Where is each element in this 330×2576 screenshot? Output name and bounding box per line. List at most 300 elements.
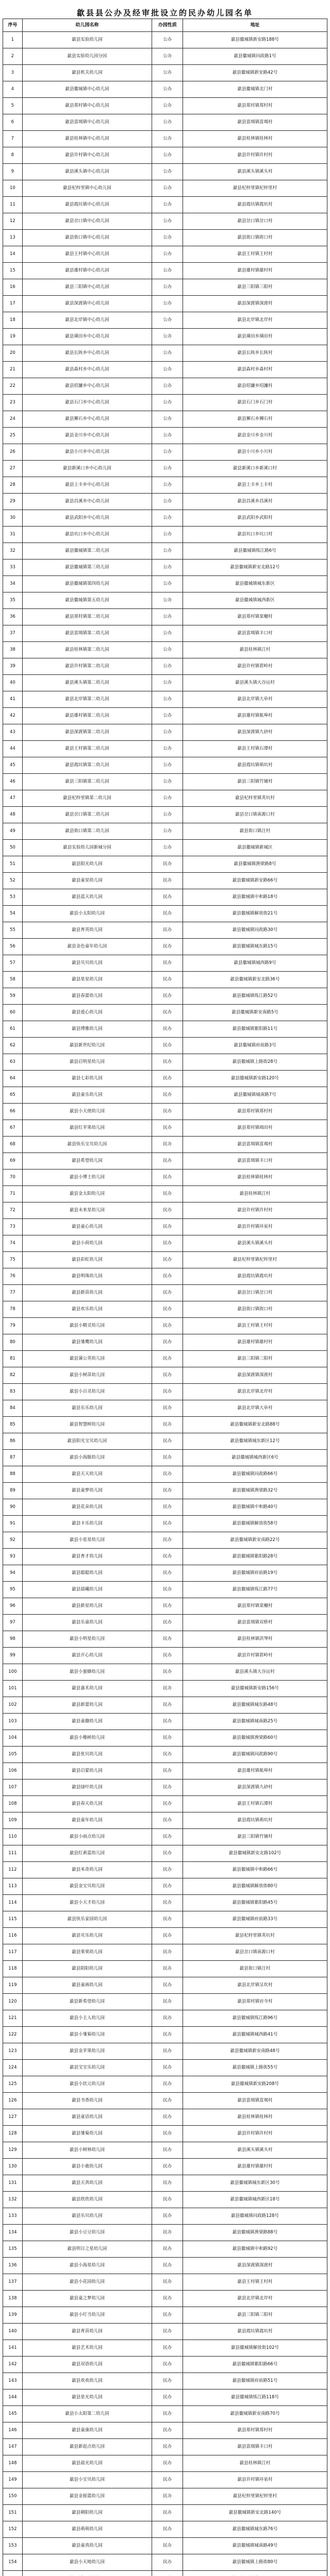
address: 歙县深渡镇深渡村 [183,1367,327,1384]
address: 歙县徽城镇练江路6号 [183,543,327,560]
address: 歙县富堨镇丰口村 [183,2439,327,2455]
table-row [3,2571,327,2576]
ownership-type: 公办 [152,428,183,444]
table-row [3,856,327,873]
ownership-type: 民办 [152,2274,183,2291]
address: 歙县徽城镇上路街28号 [183,1054,327,1071]
address [183,2571,327,2576]
ownership-type: 民办 [152,2076,183,2093]
ownership-type: 民办 [152,2406,183,2422]
row-number: 132 [3,2192,23,2208]
kindergarten-name: 歙县小海豚幼儿园 [22,1450,152,1466]
row-number: 5 [3,98,23,114]
ownership-type: 民办 [152,1235,183,1252]
table-row [3,2060,327,2076]
address: 歙县徽城镇练江路118号 [183,2389,327,2406]
table-row [3,296,327,312]
row-number: 102 [3,1697,23,1714]
row-number: 2 [3,48,23,65]
ownership-type: 民办 [152,2060,183,2076]
row-number: 133 [3,2208,23,2225]
table-row [3,98,327,114]
table-row [3,2488,327,2505]
address: 歙县郑村镇棠樾村 [183,609,327,625]
table-row [3,1697,327,1714]
table-row [3,1285,327,1301]
ownership-type: 民办 [152,2159,183,2175]
table-row [3,1219,327,1235]
kindergarten-name: 歙县北岸镇第二幼儿园 [22,691,152,708]
ownership-type: 民办 [152,1697,183,1714]
table-row [3,1796,327,1812]
address: 歙县富堨镇丰口村 [183,1153,327,1170]
ownership-type: 民办 [152,1829,183,1845]
table-row [3,411,327,428]
row-number: 23 [3,395,23,411]
row-number: 97 [3,1615,23,1631]
ownership-type: 公办 [152,477,183,494]
table-row [3,2175,327,2192]
kindergarten-name: 歙县童真幼儿园 [22,2538,152,2554]
table-row [3,2192,327,2208]
row-number: 121 [3,2010,23,2027]
table-row [3,1433,327,1450]
address: 歙县徽城镇中和路92号 [183,2241,327,2258]
kindergarten-name: 歙县快乐宝贝幼儿园 [22,1137,152,1153]
table-row [3,2373,327,2389]
ownership-type: 公办 [152,98,183,114]
ownership-type: 民办 [152,856,183,873]
address: 歙县街口镇汪村 [183,1961,327,1977]
table-row [3,2357,327,2373]
kindergarten-name: 歙县聪聪幼儿园 [22,1565,152,1582]
table-row [3,1235,327,1252]
row-number: 108 [3,1796,23,1812]
table-row [3,642,327,658]
row-number: 15 [3,263,23,279]
ownership-type: 民办 [152,2324,183,2340]
table-row [3,1565,327,1582]
kindergarten-name: 歙县童星幼儿园 [22,873,152,889]
ownership-type: 民办 [152,1038,183,1054]
ownership-type: 公办 [152,741,183,757]
ownership-type: 公办 [152,576,183,592]
row-number: 71 [3,1186,23,1202]
address: 歙县长陔乡长陔村 [183,345,327,362]
address: 歙县桂林镇桂林村 [183,2109,327,2126]
kindergarten-name: 歙县童画幼儿园 [22,1977,152,1994]
address: 歙县徽城镇府前路51号 [183,2373,327,2389]
row-number: 103 [3,1714,23,1730]
table-row [3,823,327,840]
ownership-type: 民办 [152,1087,183,1104]
kindergarten-name: 歙县童趣幼儿园 [22,1714,152,1730]
row-number: 51 [3,856,23,873]
ownership-type: 民办 [152,1977,183,1994]
table-row [3,1384,327,1400]
ownership-type: 公办 [152,527,183,543]
table-row [3,790,327,807]
address: 歙县深渡镇深渡村 [183,296,327,312]
kindergarten-name: 歙县红黄蓝幼儿园 [22,1845,152,1862]
address: 歙县郑村镇郑村村 [183,2422,327,2439]
row-number: 115 [3,1911,23,1928]
ownership-type: 民办 [152,1681,183,1697]
row-number: 73 [3,1219,23,1235]
address: 歙县徽城镇紫阳路11号 [183,1021,327,1038]
address: 歙县徽城镇新安路42号 [183,65,327,81]
row-number: 139 [3,2307,23,2324]
kindergarten-name: 歙县小豆豆幼儿园 [22,2225,152,2241]
row-number [3,2571,23,2576]
ownership-type: 民办 [152,1334,183,1351]
row-number: 93 [3,1549,23,1565]
ownership-type: 公办 [152,296,183,312]
row-number: 16 [3,279,23,296]
kindergarten-name: 歙县小博士幼儿园 [22,1170,152,1186]
row-number: 119 [3,1977,23,1994]
kindergarten-name: 歙县杞梓里镇中心幼儿园 [22,180,152,197]
table-row [3,708,327,724]
ownership-type: 民办 [152,1367,183,1384]
kindergarten-name: 歙县徽城镇第三幼儿园 [22,560,152,576]
ownership-type: 民办 [152,1318,183,1334]
kindergarten-name: 歙县岔口镇第二幼儿园 [22,807,152,823]
kindergarten-name: 歙县昌溪乡中心幼儿园 [22,494,152,510]
ownership-type: 民办 [152,1615,183,1631]
address: 歙县雄村镇雄村村 [183,263,327,279]
kindergarten-name: 歙县三阳镇中心幼儿园 [22,279,152,296]
address: 歙县北岸镇北岸村 [183,2291,327,2307]
address: 歙县徽城镇练江路77号 [183,1582,327,1598]
address: 歙县武阳乡武阳村 [183,510,327,527]
table-row [3,279,327,296]
kindergarten-name: 歙县许村镇中心幼儿园 [22,147,152,164]
row-number: 76 [3,1268,23,1285]
table-row [3,1153,327,1170]
kindergarten-name: 歙县卡乐幼儿园 [22,1516,152,1532]
kindergarten-name: 歙县天天幼儿园 [22,1466,152,1483]
ownership-type: 民办 [152,1071,183,1087]
row-number: 52 [3,873,23,889]
address: 歙县徽城镇解放街102号 [183,2340,327,2357]
kindergarten-name: 歙县爱心幼儿园 [22,1005,152,1021]
row-number: 8 [3,147,23,164]
table-row [3,1005,327,1021]
kindergarten-name: 歙县春天幼儿园 [22,1796,152,1812]
ownership-type: 公办 [152,510,183,527]
row-number: 67 [3,1120,23,1137]
table-row [3,609,327,625]
row-number: 149 [3,2472,23,2488]
kindergarten-name: 歙县米奇幼儿园 [22,1862,152,1878]
table-row [3,1318,327,1334]
row-number: 42 [3,708,23,724]
ownership-type: 民办 [152,1714,183,1730]
address: 歙县溪头镇溪头村 [183,1235,327,1252]
table-row [3,543,327,560]
address: 歙县桂林镇桂林村 [183,131,327,147]
row-number: 83 [3,1384,23,1400]
address: 歙县徽城镇城南路49号 [183,2538,327,2554]
row-number: 6 [3,114,23,131]
table-row [3,180,327,197]
table-row [3,1170,327,1186]
row-number: 72 [3,1202,23,1219]
row-number: 22 [3,378,23,395]
kindergarten-name: 歙县新世纪幼儿园 [22,1038,152,1054]
ownership-type: 民办 [152,1252,183,1268]
address: 歙县桂林镇江村 [183,642,327,658]
address: 歙县徽城镇城南路7号 [183,1087,327,1104]
kindergarten-name: 歙县石门乡中心幼儿园 [22,395,152,411]
ownership-type: 民办 [152,1780,183,1796]
row-number: 111 [3,1845,23,1862]
address: 歙县霞坑镇霞坑村 [183,1268,327,1285]
row-number: 19 [3,329,23,345]
address: 歙县街口镇汪村 [183,823,327,840]
ownership-type: 民办 [152,1598,183,1615]
table-row [3,840,327,856]
ownership-type: 民办 [152,2422,183,2439]
row-number: 120 [3,1994,23,2010]
row-number: 49 [3,823,23,840]
address: 歙县岔口镇岔口村 [183,213,327,230]
kindergarten-name: 歙县实验幼儿园 [22,32,152,48]
ownership-type: 民办 [152,1499,183,1516]
row-number: 99 [3,1648,23,1664]
address: 歙县许村镇环泉村 [183,2472,327,2488]
ownership-type: 民办 [152,1400,183,1417]
ownership-type: 公办 [152,560,183,576]
table-row [3,1977,327,1994]
ownership-type: 公办 [152,395,183,411]
table-row [3,48,327,65]
row-number: 143 [3,2373,23,2389]
table-row [3,1202,327,1219]
kindergarten-name: 歙县萌萌幼儿园 [22,2521,152,2538]
table-row [3,889,327,906]
row-number: 34 [3,576,23,592]
address: 歙县徽城镇城东路48号 [183,1697,327,1714]
kindergarten-name: 歙县桂林镇中心幼儿园 [22,131,152,147]
ownership-type: 民办 [152,939,183,955]
row-number: 118 [3,1961,23,1977]
address: 歙县徽城镇问政路128号 [183,2208,327,2225]
row-number: 116 [3,1928,23,1944]
kindergarten-name: 歙县小星星幼儿园 [22,1532,152,1549]
table-row [3,1747,327,1763]
table-row [3,164,327,180]
row-number: 141 [3,2340,23,2357]
kindergarten-name: 歙县上丰乡中心幼儿园 [22,477,152,494]
ownership-type: 公办 [152,114,183,131]
row-number: 148 [3,2455,23,2472]
ownership-type: 民办 [152,2521,183,2538]
kindergarten-name: 歙县花朵幼儿园 [22,1499,152,1516]
ownership-type: 民办 [152,1928,183,1944]
address: 歙县雄村镇雄村村 [183,1334,327,1351]
kindergarten-name: 歙县小太阳幼儿园 [22,906,152,922]
row-number: 20 [3,345,23,362]
row-number: 75 [3,1252,23,1268]
table-row [3,807,327,823]
table-row [3,2521,327,2538]
kindergarten-name: 歙县森村乡中心幼儿园 [22,362,152,378]
kindergarten-name: 歙县小天才幼儿园 [22,1895,152,1911]
address: 歙县富堨镇富堨村 [183,2093,327,2109]
table-row [3,1829,327,1845]
kindergarten-name: 歙县博雅幼儿园 [22,1021,152,1038]
address: 歙县徽城镇新安路156号 [183,1681,327,1697]
ownership-type: 民办 [152,2505,183,2521]
table-row [3,1714,327,1730]
ownership-type: 民办 [152,972,183,988]
ownership-type: 民办 [152,2241,183,2258]
ownership-type: 公办 [152,444,183,461]
address: 歙县石门乡石门村 [183,395,327,411]
address: 歙县徽城镇新安路208号 [183,2076,327,2093]
address: 歙县雄村镇雄村村 [183,2159,327,2175]
ownership-type: 民办 [152,2538,183,2554]
row-number: 48 [3,807,23,823]
address: 歙县深渡镇深渡村 [183,2258,327,2274]
ownership-type: 民办 [152,2225,183,2241]
address: 歙县北岸镇大阜村 [183,691,327,708]
row-number: 10 [3,180,23,197]
kindergarten-name: 歙县欢乐幼儿园 [22,1301,152,1318]
address: 歙县徽城镇练江路52号 [183,988,327,1005]
kindergarten-name: 歙县童心幼儿园 [22,1219,152,1235]
address: 歙县桂林镇洪琴村 [183,1631,327,1648]
ownership-type: 公办 [152,213,183,230]
address: 歙县街口镇街口村 [183,1301,327,1318]
ownership-type: 公办 [152,823,183,840]
table-row [3,1499,327,1516]
table-row [3,2027,327,2043]
address: 歙县街口镇街口村 [183,230,327,246]
row-number: 65 [3,1087,23,1104]
kindergarten-name: 歙县新溪口乡中心幼儿园 [22,461,152,477]
table-row [3,362,327,378]
address: 歙县徽城镇城西新区 [183,592,327,609]
table-row [3,1549,327,1565]
ownership-type: 民办 [152,1202,183,1219]
kindergarten-name: 歙县小蜜蜂幼儿园 [22,1664,152,1681]
address: 歙县绍濂乡绍濂村 [183,378,327,395]
kindergarten-name: 歙县雏菊幼儿园 [22,2126,152,2142]
kindergarten-name: 歙县彩虹幼儿园 [22,1252,152,1268]
address: 歙县霞坑镇霞坑村 [183,197,327,213]
table-row [3,246,327,263]
address: 歙县溪头镇大谷运村 [183,675,327,691]
table-row [3,2274,327,2291]
kindergarten-name: 歙县宝宝乐幼儿园 [22,2060,152,2076]
row-number: 54 [3,906,23,922]
table-row [3,2109,327,2126]
table-row [3,114,327,131]
row-number: 60 [3,1005,23,1021]
kindergarten-table [3,19,327,2576]
kindergarten-name: 歙县小天使幼儿园 [22,1104,152,1120]
ownership-type: 公办 [152,378,183,395]
address: 歙县许村镇箬岭村 [183,1648,327,1664]
address: 歙县溪头镇溪头村 [183,164,327,180]
row-number: 4 [3,81,23,98]
address: 歙县杞梓里镇英坑村 [183,1928,327,1944]
row-number: 44 [3,741,23,757]
ownership-type: 公办 [152,246,183,263]
ownership-type: 公办 [152,230,183,246]
table-row [3,1928,327,1944]
kindergarten-name: 歙县雄村镇中心幼儿园 [22,263,152,279]
table-row [3,1730,327,1747]
address: 歙县徽城镇城西路9号 [183,955,327,972]
table-row [3,1104,327,1120]
row-number: 47 [3,790,23,807]
ownership-type: 公办 [152,642,183,658]
ownership-type: 民办 [152,2192,183,2208]
address: 歙县徽城镇新安路66号 [183,873,327,889]
kindergarten-name: 歙县春蕾幼儿园 [22,988,152,1005]
row-number: 29 [3,494,23,510]
ownership-type [152,2571,183,2576]
ownership-type: 民办 [152,1582,183,1598]
table-row [3,658,327,675]
table-row [3,494,327,510]
ownership-type: 公办 [152,65,183,81]
table-row [3,2010,327,2027]
table-row [3,1087,327,1104]
row-number: 9 [3,164,23,180]
address: 歙县小川乡小川村 [183,444,327,461]
kindergarten-name: 歙县优贝幼儿园 [22,1747,152,1763]
table-row [3,2291,327,2307]
row-number: 94 [3,1565,23,1582]
table-row [3,1895,327,1911]
header-address: 地址 [183,19,327,32]
kindergarten-name: 歙县小天地幼儿园 [22,2554,152,2571]
kindergarten-name: 歙县双语幼儿园 [22,2357,152,2373]
row-number: 81 [3,1351,23,1367]
kindergarten-name: 歙县童康幼儿园 [22,2422,152,2439]
address: 歙县杞梓里镇英坑村 [183,790,327,807]
row-number: 150 [3,2488,23,2505]
kindergarten-name: 歙县蒲公英幼儿园 [22,1351,152,1367]
address: 歙县北岸镇北岸村 [183,1384,327,1400]
kindergarten-name: 歙县小雨点幼儿园 [22,1829,152,1845]
kindergarten-name: 歙县朝阳幼儿园 [22,2505,152,2521]
ownership-type: 公办 [152,807,183,823]
table-row [3,741,327,757]
row-number: 95 [3,1582,23,1598]
ownership-type: 公办 [152,840,183,856]
row-number: 66 [3,1104,23,1120]
row-number: 89 [3,1483,23,1499]
address: 歙县徽城镇新安南路5号 [183,1005,327,1021]
address: 歙县霞坑镇萌坑村 [183,757,327,774]
ownership-type: 民办 [152,988,183,1005]
kindergarten-name: 歙县小橡树幼儿园 [22,1730,152,1747]
row-number: 56 [3,939,23,955]
row-number: 17 [3,296,23,312]
kindergarten-name: 歙县深渡镇第二幼儿园 [22,724,152,741]
address: 歙县许村镇许村村 [183,1202,327,1219]
row-number: 109 [3,1812,23,1829]
ownership-type: 民办 [152,2109,183,2126]
table-row [3,1994,327,2010]
row-number: 130 [3,2159,23,2175]
